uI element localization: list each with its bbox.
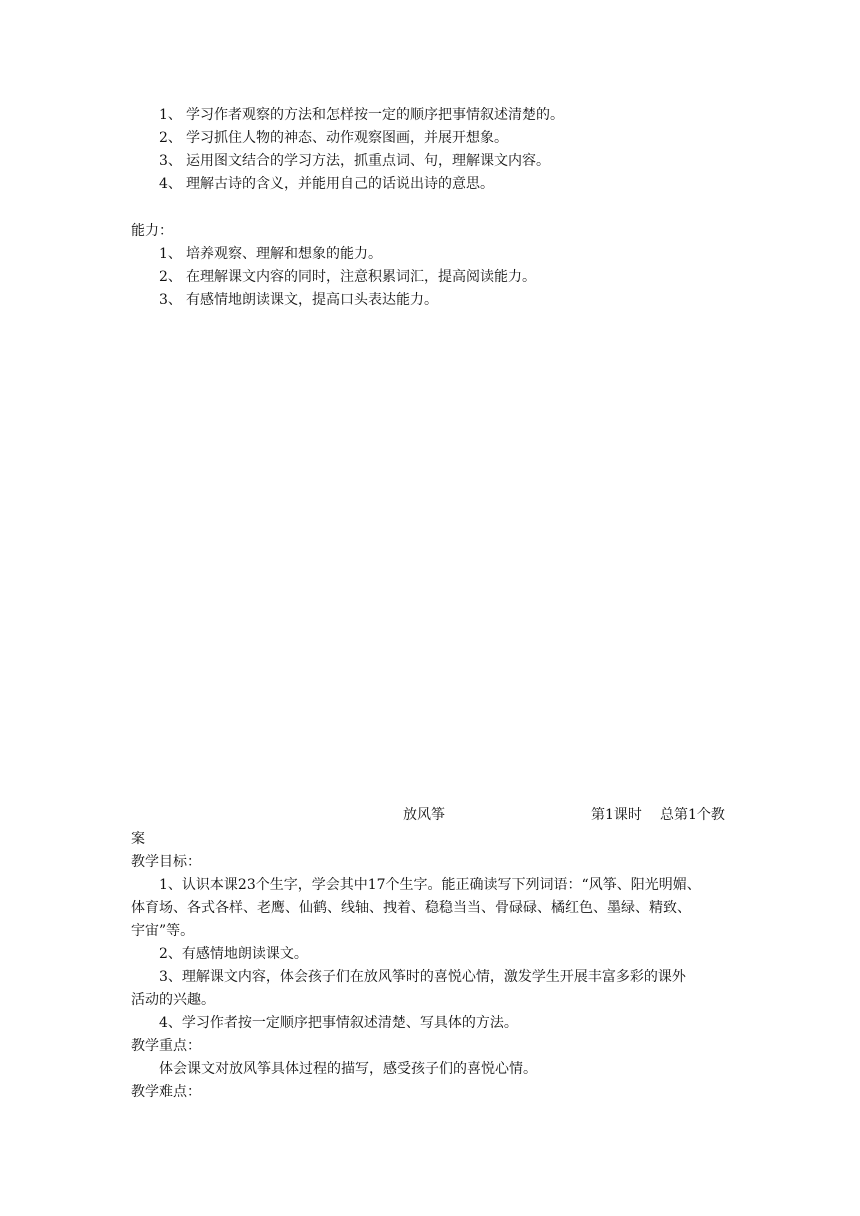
lesson-title-row [0, 804, 860, 828]
list-number: 3、 [159, 292, 182, 308]
list-text: 学习作者观察的方法和怎样按一定的顺序把事情叙述清楚的。 [186, 107, 564, 123]
key-heading: 教学重点： [131, 1038, 201, 1054]
list-item [159, 127, 508, 149]
goal-1-line-3: 宇宙”等。 [131, 923, 195, 939]
list-number: 2、 [159, 269, 182, 285]
list-text: 培养观察、理解和想象的能力。 [186, 246, 382, 262]
key-text: 体会课文对放风筝具体过程的描写，感受孩子们的喜悦心情。 [159, 1061, 537, 1077]
list-item [159, 173, 494, 195]
list-item [159, 104, 564, 126]
goal-3-line-1: 3、理解课文内容，体会孩子们在放风筝时的喜悦心情，激发学生开展丰富多彩的课外 [159, 969, 686, 985]
list-number: 1、 [159, 246, 182, 262]
goal-1-line-2: 体育场、各式各样、老鹰、仙鹤、线轴、拽着、稳稳当当、骨碌碌、橘红色、墨绿、精致、 [131, 900, 691, 916]
list-number: 4、 [159, 176, 182, 192]
list-text: 学习抓住人物的神态、动作观察图画，并展开想象。 [186, 130, 508, 146]
goal-4: 4、学习作者按一定顺序把事情叙述清楚、写具体的方法。 [159, 1015, 518, 1031]
list-text: 理解古诗的含义，并能用自己的话说出诗的意思。 [186, 176, 494, 192]
list-number: 1、 [159, 107, 182, 123]
lesson-period: 第1课时 [591, 807, 642, 823]
list-number: 2、 [159, 130, 182, 146]
list-text: 运用图文结合的学习方法，抓重点词、句，理解课文内容。 [186, 153, 550, 169]
list-text: 在理解课文内容的同时，注意积累词汇，提高阅读能力。 [186, 269, 536, 285]
list-item [159, 150, 550, 172]
difficulty-heading: 教学难点： [131, 1084, 201, 1100]
list-item [159, 243, 382, 265]
list-item [159, 289, 438, 311]
lesson-title: 放风筝 [403, 807, 445, 823]
goal-1-line-1: 1、认识本课23个生字，学会其中17个生字。能正确读写下列词语：“风筝、阳光明媚、 [159, 877, 701, 893]
goal-3-line-2: 活动的兴趣。 [131, 992, 215, 1008]
lesson-total: 总第1个教 [660, 807, 725, 823]
ability-heading: 能力： [131, 223, 173, 239]
goals-heading: 教学目标： [131, 854, 201, 870]
list-number: 3、 [159, 153, 182, 169]
list-text: 有感情地朗读课文，提高口头表达能力。 [186, 292, 438, 308]
list-item [159, 266, 536, 288]
lesson-total-continued: 案 [131, 831, 145, 847]
goal-2: 2、有感情地朗读课文。 [159, 946, 308, 962]
